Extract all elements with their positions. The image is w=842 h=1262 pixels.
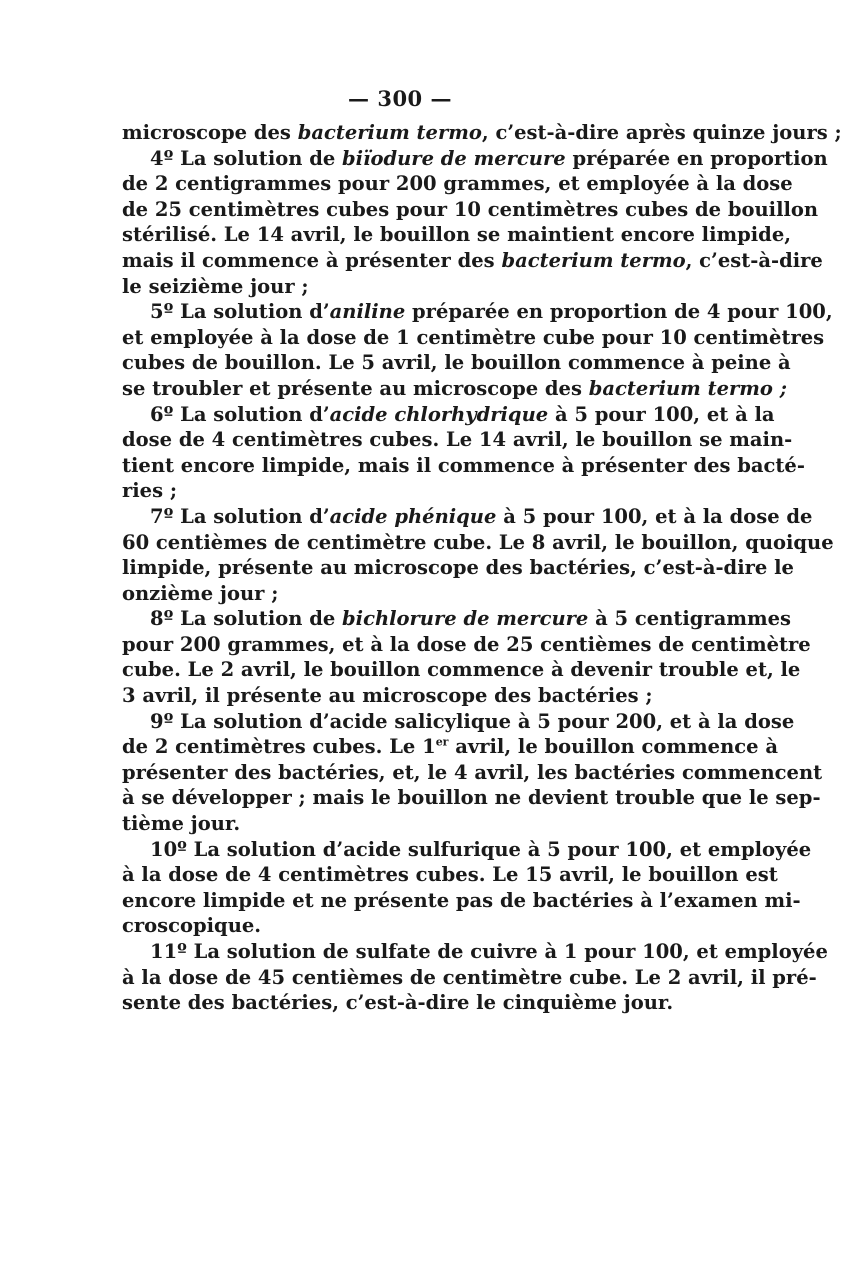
text-line <box>122 120 842 146</box>
text-line <box>122 683 678 709</box>
text-run: , c’est-à-dire <box>685 248 823 272</box>
text-line <box>122 888 801 914</box>
text-run: ries ; <box>122 479 178 503</box>
text-line <box>122 248 823 274</box>
italic-text: acide chlorhydrique <box>329 402 549 426</box>
text-line <box>122 325 825 351</box>
text-line <box>122 785 821 811</box>
italic-text: biïodure de mercure <box>342 146 566 170</box>
text-run: 3 avril, il présente au microscope des bactéries ; <box>122 684 653 708</box>
text-run: cube. Le 2 avril, le bouillon commence à devenir trouble et, le <box>122 658 801 682</box>
text-run: stérilisé. Le 14 avril, le bouillon se maintient encore limpide, <box>122 223 792 247</box>
text-line <box>122 453 805 479</box>
text-run: et employée à la dose de 1 centimètre cube pour 10 centimètres <box>122 325 825 349</box>
text-line <box>122 760 823 786</box>
text-line <box>122 555 794 581</box>
text-line <box>122 965 817 991</box>
text-run: 9º La solution d’acide salicylique à 5 pour 200, et à la dose <box>150 709 795 733</box>
text-line <box>122 171 793 197</box>
italic-text: bichlorure de mercure <box>342 607 589 631</box>
text-line <box>122 606 791 632</box>
text-run: encore limpide et ne présente pas de bactéries à l’examen mi- <box>122 888 801 912</box>
text-run: dose de 4 centimètres cubes. Le 14 avril, le bouillon se main- <box>122 428 793 452</box>
text-run: préparée en proportion <box>565 146 828 170</box>
text-line <box>122 427 793 453</box>
text-run: le seizième jour ; <box>122 274 309 298</box>
text-run: , c’est-à-dire après quinze jours ; <box>481 121 842 144</box>
text-run: 4º La solution de <box>150 146 343 170</box>
text-line <box>122 811 678 837</box>
text-run: de 2 centimètres cubes. Le 1 <box>122 735 436 759</box>
text-line <box>122 197 819 223</box>
italic-text: bacterium termo ; <box>588 376 787 400</box>
text-run: se troubler et présente au microscope des <box>122 376 589 400</box>
text-run: 7º La solution d’ <box>150 504 330 528</box>
text-run: préparée en proportion de 4 pour 100, <box>405 300 833 324</box>
text-line <box>122 350 791 376</box>
italic-text: bacterium termo <box>297 121 482 144</box>
text-run: pour 200 grammes, et à la dose de 25 centièmes de centimètre <box>122 632 811 656</box>
text-run: 5º La solution d’ <box>150 300 330 324</box>
text-run: onzième jour ; <box>122 581 279 605</box>
text-run: avril, le bouillon commence à <box>448 735 778 759</box>
text-line <box>122 913 678 939</box>
text-line <box>122 862 778 888</box>
text-line <box>122 478 678 504</box>
text-run: limpide, présente au microscope des bactéries, c’est-à-dire le <box>122 556 794 580</box>
text-run: présenter des bactéries, et, le 4 avril, les bactéries commencent <box>122 760 823 784</box>
body-text <box>122 120 842 1016</box>
text-line <box>122 402 775 428</box>
text-line <box>122 146 828 172</box>
text-run: à se développer ; mais le bouillon ne devient trouble que le sep- <box>122 786 821 810</box>
text-run: tième jour. <box>122 812 241 836</box>
text-line <box>122 222 792 248</box>
italic-text: aniline <box>329 300 406 324</box>
text-run: de 2 centigrammes pour 200 grammes, et employée à la dose <box>122 172 793 196</box>
text-run: à la dose de 45 centièmes de centimètre cube. Le 2 avril, il pré- <box>122 965 817 989</box>
text-line <box>122 504 813 530</box>
text-line <box>122 376 787 402</box>
page-number: — 300 — <box>348 86 452 111</box>
text-run: 6º La solution d’ <box>150 402 330 426</box>
text-run: de 25 centimètres cubes pour 10 centimètres cubes de bouillon <box>122 197 819 221</box>
text-run: 10º La solution d’acide sulfurique à 5 pour 100, et employée <box>150 837 812 861</box>
text-run: mais il commence à présenter des <box>122 248 502 272</box>
italic-text: acide phénique <box>329 504 497 528</box>
text-run: sente des bactéries, c’est-à-dire le cinquième jour. <box>122 991 674 1015</box>
text-run: 60 centièmes de centimètre cube. Le 8 avril, le bouillon, quoique <box>122 530 834 554</box>
text-line <box>122 709 795 735</box>
text-run: à 5 pour 100, et à la <box>548 402 775 426</box>
text-run: à la dose de 4 centimètres cubes. Le 15 avril, le bouillon est <box>122 863 778 887</box>
text-run: microscope des <box>122 121 298 144</box>
text-run: à 5 pour 100, et à la dose de <box>496 504 813 528</box>
text-line <box>122 990 678 1016</box>
text-run: 11º La solution de sulfate de cuivre à 1 pour 100, et employée <box>150 940 828 963</box>
superscript-text: er <box>435 735 449 749</box>
italic-text: bacterium termo <box>501 248 686 272</box>
text-line <box>122 581 678 607</box>
text-line <box>122 274 678 300</box>
text-run: cubes de bouillon. Le 5 avril, le bouillon commence à peine à <box>122 351 791 375</box>
text-run: croscopique. <box>122 914 262 938</box>
text-line <box>122 939 828 965</box>
text-line <box>122 734 778 760</box>
text-line <box>122 299 833 325</box>
text-run: à 5 centigrammes <box>588 607 791 631</box>
text-run: 8º La solution de <box>150 607 343 631</box>
text-line <box>122 632 811 658</box>
text-line <box>122 837 812 863</box>
text-run: tient encore limpide, mais il commence à présenter des bacté- <box>122 453 805 477</box>
text-line <box>122 530 834 556</box>
text-line <box>122 657 801 683</box>
